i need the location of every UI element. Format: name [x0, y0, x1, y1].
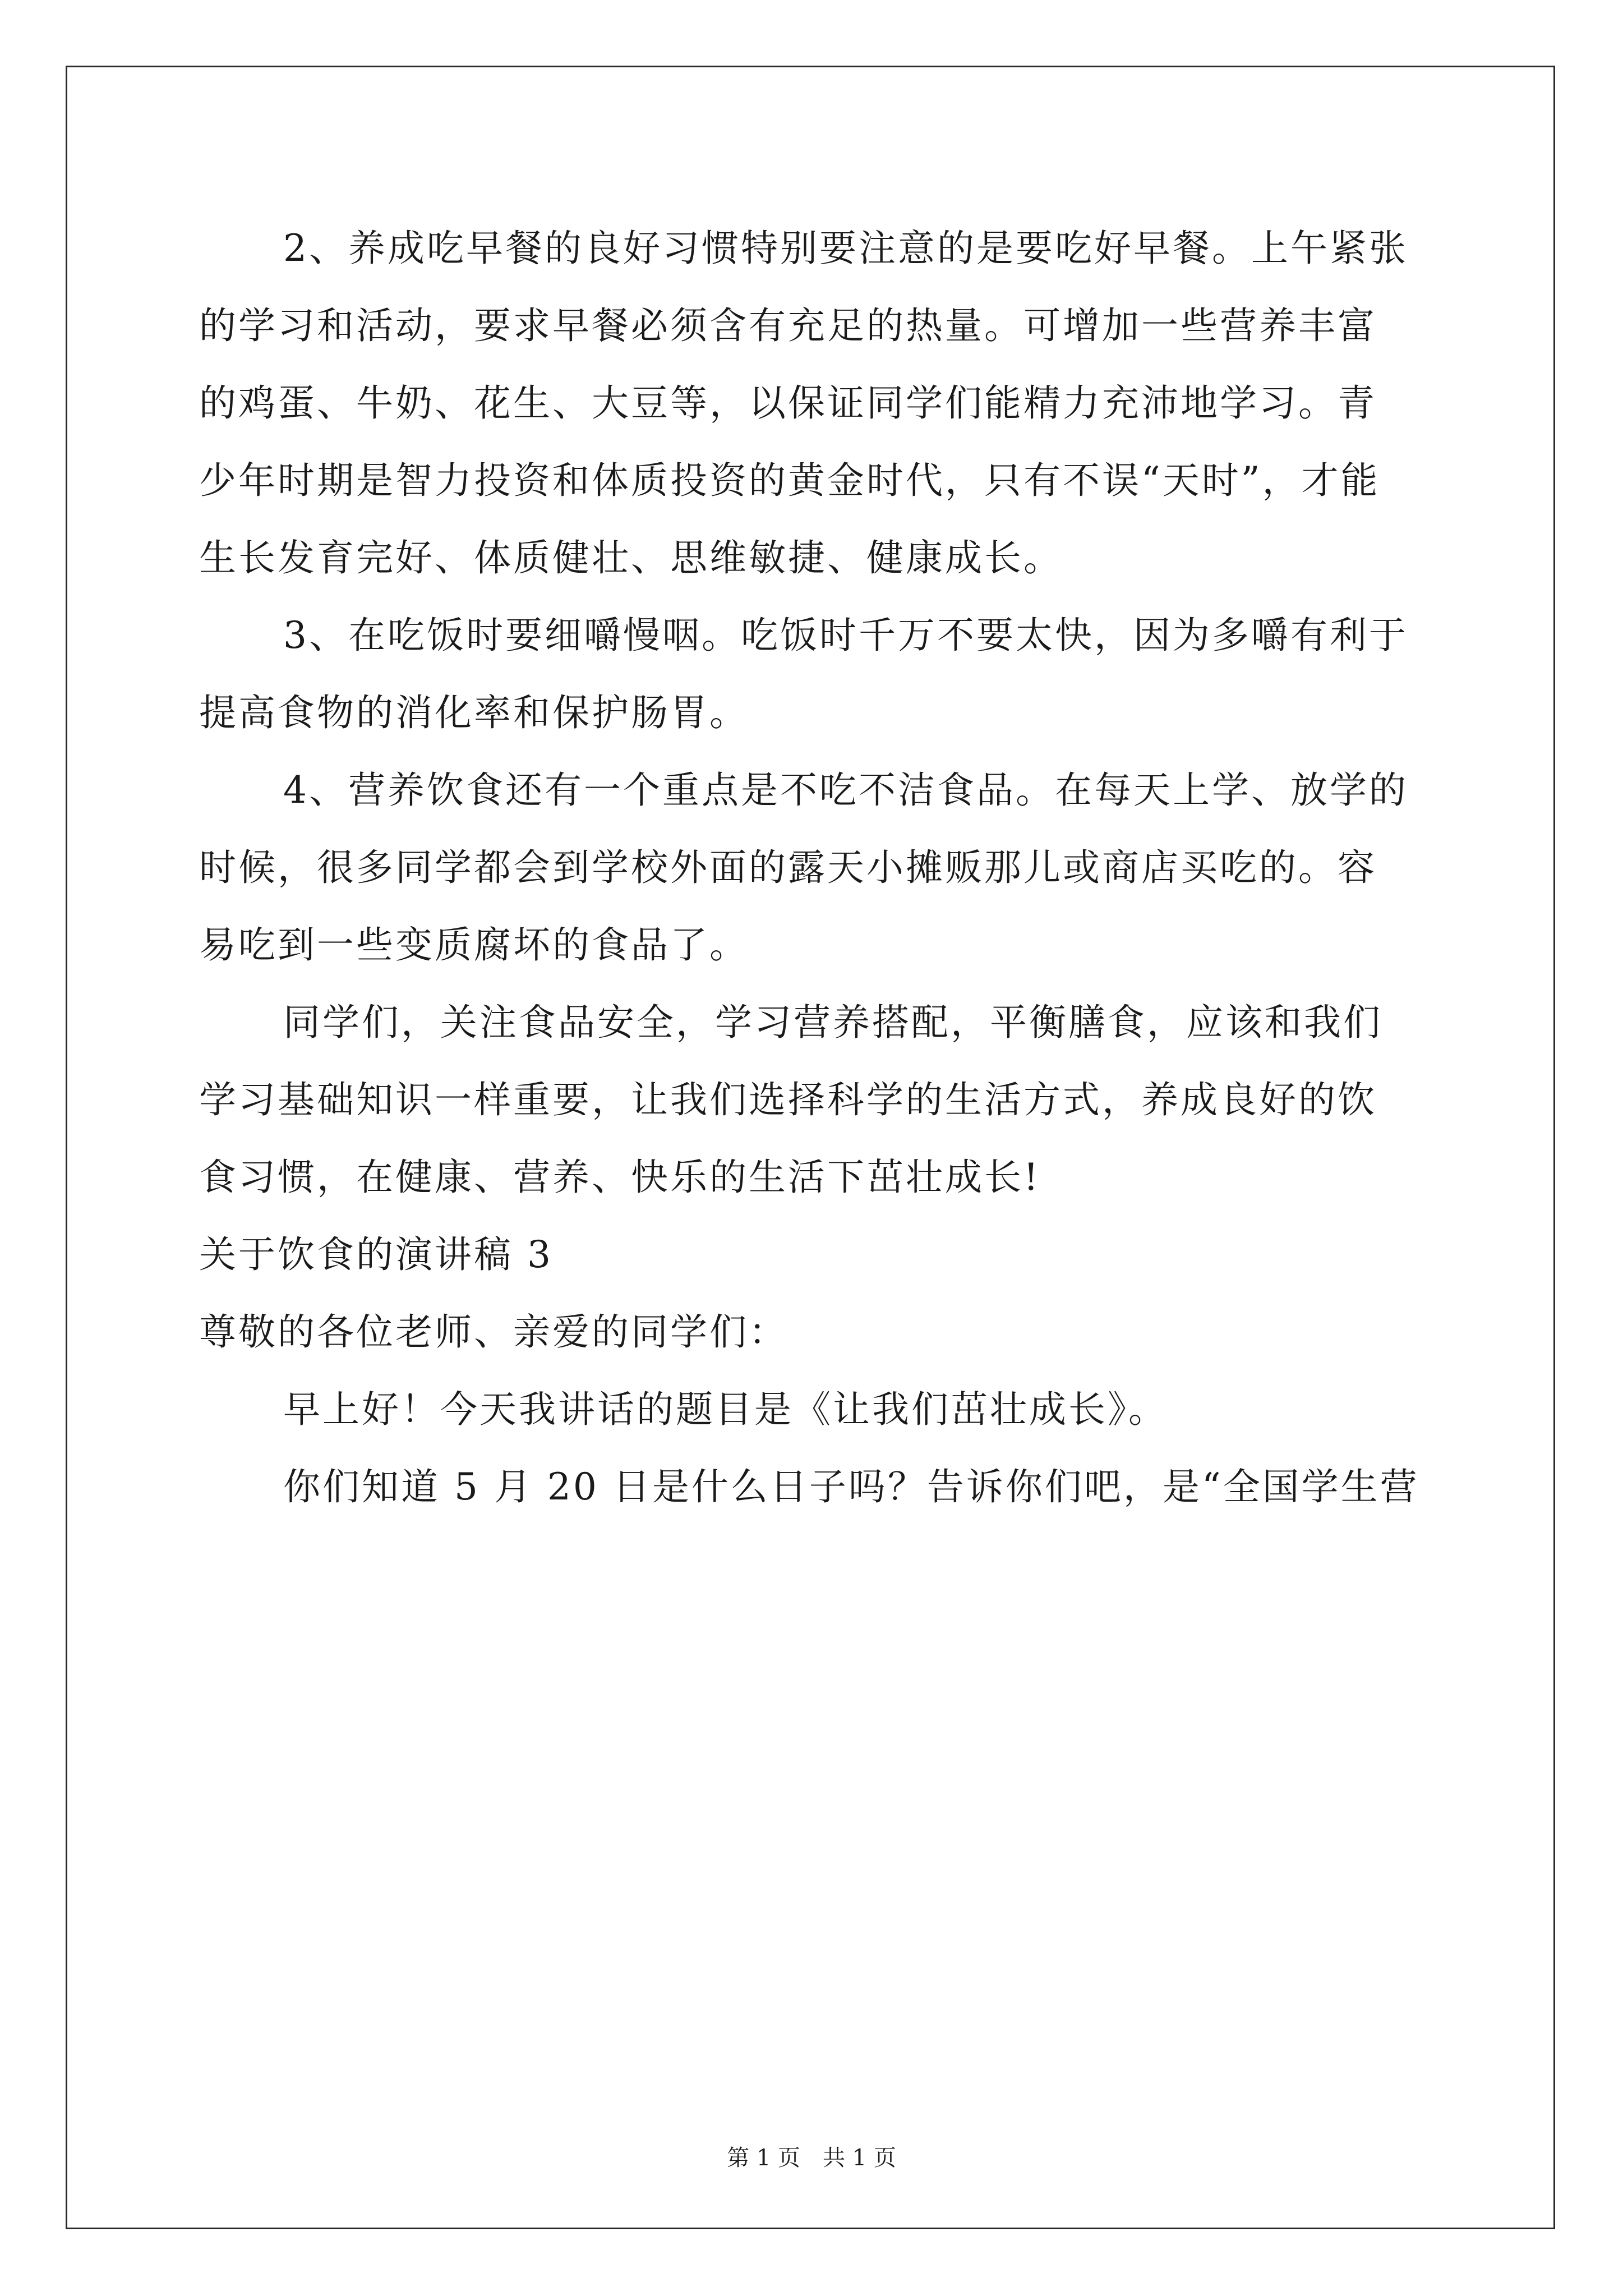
- paragraph-1-line-4: 少年时期是智力投资和体质投资的黄金时代，只有不误“天时”，才能: [199, 459, 1380, 502]
- paragraph-2-line-2: 提高食物的消化率和保护肠胃。: [199, 691, 749, 734]
- speech-line-2: 你们知道 5 月 20 日是什么日子吗？告诉你们吧，是“全国学生营: [283, 1465, 1419, 1508]
- paragraph-4-line-3: 食习惯，在健康、营养、快乐的生活下茁壮成长!: [199, 1156, 1041, 1199]
- page-total: 共 1 页: [823, 2145, 896, 2171]
- paragraph-1-line-5: 生长发育完好、体质健壮、思维敏捷、健康成长。: [199, 536, 1063, 579]
- paragraph-4-line-1: 同学们，关注食品安全，学习营养搭配，平衡膳食，应该和我们: [283, 1001, 1382, 1044]
- page-footer: [0, 2140, 1623, 2172]
- speech-line-1: 早上好！今天我讲话的题目是《让我们茁壮成长》。: [283, 1388, 1168, 1431]
- section-title: 关于饮食的演讲稿 3: [199, 1233, 553, 1276]
- paragraph-1-line-1: 2、养成吃早餐的良好习惯特别要注意的是要吃好早餐。上午紧张: [283, 227, 1408, 270]
- paragraph-1-line-3: 的鸡蛋、牛奶、花生、大豆等，以保证同学们能精力充沛地学习。青: [199, 381, 1377, 425]
- page-number: 第 1 页: [727, 2145, 800, 2171]
- paragraph-3-line-1: 4、营养饮食还有一个重点是不吃不洁食品。在每天上学、放学的: [283, 769, 1408, 812]
- paragraph-4-line-2: 学习基础知识一样重要，让我们选择科学的生活方式，养成良好的饮: [199, 1078, 1377, 1121]
- paragraph-3-line-2: 时候，很多同学都会到学校外面的露天小摊贩那儿或商店买吃的。容: [199, 846, 1377, 889]
- paragraph-2-line-1: 3、在吃饭时要细嚼慢咽。吃饭时千万不要太快，因为多嚼有利于: [283, 614, 1408, 657]
- salutation: 尊敬的各位老师、亲爱的同学们：: [199, 1310, 788, 1354]
- paragraph-3-line-3: 易吃到一些变质腐坏的食品了。: [199, 923, 749, 967]
- paragraph-1-line-2: 的学习和活动，要求早餐必须含有充足的热量。可增加一些营养丰富: [199, 304, 1377, 347]
